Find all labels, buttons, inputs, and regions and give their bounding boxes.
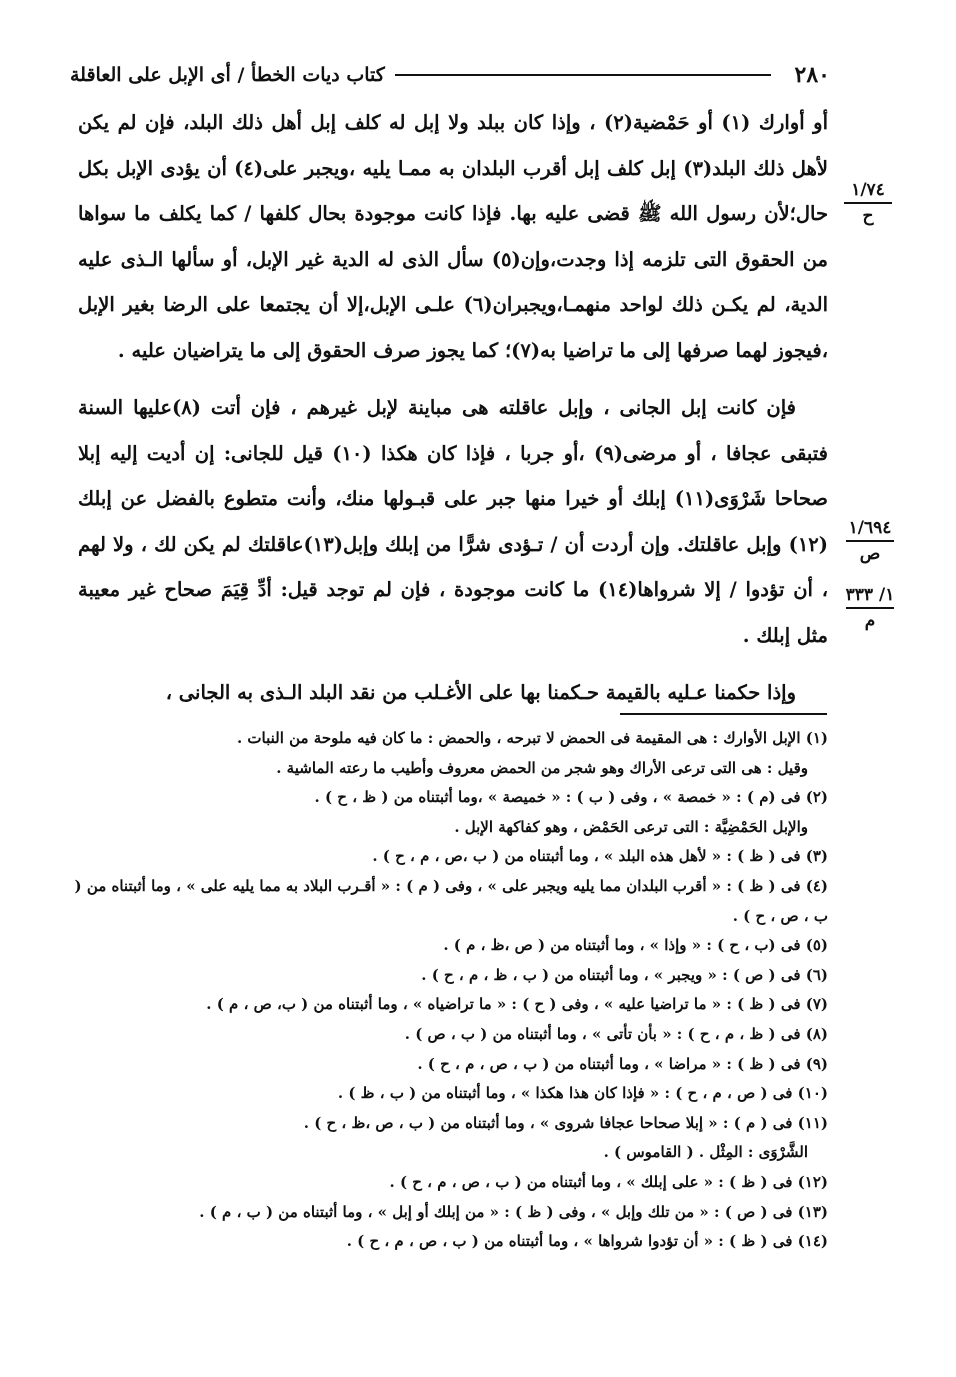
page-number: ٢٨٠	[794, 62, 830, 88]
footnote: (٤) فى ( ظ ) : « أقرب البلدان مما يليه ويجبر على » ، وفى ( م ) : « أقـرب البلاد به مما يليه على » ، وما أثبتناه من ( ب ، ص ، ح ) .	[74, 876, 828, 925]
footnote: (٣) فى ( ظ ) : « لأهل هذه البلد » ، وما أثبتناه من ( ب ،ص ، م ، ح ) .	[372, 847, 828, 866]
margin-note-sad	[840, 518, 900, 564]
footnote: (٧) فى ( ظ ) : « ما تراضيا عليه » ، وفى ( ح ) : « ما تراضياه » ، وما أثبتناه من ( ب، ص ، م ) .	[206, 995, 828, 1014]
footnote: (١٠) فى ( ص ، م ، ح ) : « فإذا كان هذا هكذا » ، وما أثبتناه من ( ب ، ظ ) .	[337, 1084, 828, 1103]
footnote-separator	[620, 713, 827, 715]
header-rule	[395, 74, 771, 76]
footnote: (١٢) فى ( ظ ) : « على إبلك » ، وما أثبتناه من ( ب ، ص ، م ، ح ) .	[389, 1172, 828, 1191]
footnote: (٦) فى ( ص ) : « ويجبر » ، وما أثبتناه من ( ب ، ظ ، م ، ح ) .	[421, 965, 828, 984]
footnote: وقيل : هى التى ترعى الأراك وهو شجر من الحمض معروف وأطيب ما رعته الماشية .	[276, 758, 808, 777]
footnote: الشَّرْوَى : المِثْل . ( القاموس ) .	[603, 1143, 808, 1162]
page-header	[70, 58, 830, 92]
footnotes	[70, 724, 828, 1257]
footnote: (٨) فى ( ظ ، م ، ح ) : « بأن تأتى » ، وما أثبتناه من ( ب ، ص ) .	[404, 1024, 828, 1043]
footnote: (١٣) فى ( ص ) : « من تلك وإبل » ، وفى ( ظ ) : « من إبلك أو إبل » ، وما أثبتناه من ( ب ، م ) .	[199, 1202, 828, 1221]
footnote: (١) الإبل الأوارك : هى المقيمة فى الحمض لا تبرحه ، والحمض : ما كان فيه ملوحة من النبات .	[236, 729, 828, 747]
footnote: (٩) فى ( ظ ) : « مراضا » ، وما أثبتناه من ( ب ، ص ، م ، ح ) .	[417, 1054, 828, 1073]
margin-note-number: ١/ ٣٣٣	[845, 585, 895, 605]
footnote: (٢) فى (م ) : « خمصة » ، وفى ( ب ) : « خميصة » ،وما أثبتناه من ( ظ ، ح ) .	[314, 788, 828, 807]
paragraph-2: فإن كانت إبل الجانى ، وإبل عاقلته هى مباينة لإبل غيرهم ، فإن أتت (٨)عليها السنة فتبقى عجافا ، أو مرضى(٩) ،أو جربا ، فإذا كان هكذا (١٠) قيل للجانى: إن أديت إليه إبلا صحاحا شَرْوَى(١١) إبلك أو خيرا منها جبر على قبـولها منك، وأنت متطوع بالفضل عن إبلك (١٢) وإبل عاقلتك. وإن أردت أن / تـؤدى شرًّا من إبلك وإبل(١٣)عاقلتك لم يكن لك ، ولا لهم ، أن تؤدوا / إلا شرواها(١٤) ما كانت موجودة ، فإن لم توجد قيل: أدِّ قِيَمَ صحاح غير معيبة مثل إبلك .	[78, 396, 828, 647]
margin-note-number: ١/٧٤	[851, 180, 885, 200]
footnote: (١٤) فى ( ظ ) : « أن تؤدوا شرواها » ، وما أثبتناه من ( ب ، ص ، م ، ح ) .	[346, 1232, 828, 1251]
footnote: والإبل الحَمْضِيَّة : التى ترعى الحَمْض ، وهو كفاكهة الإبل .	[454, 817, 808, 836]
margin-note-letter: ح	[862, 206, 874, 226]
margin-note-mim	[840, 585, 900, 631]
paragraph-1: أو أوارك (١) أو حَمْضية(٢) ، وإذا كان ببلد ولا إبل له كلف إبل أهل ذلك البلد، فإن لم يكن لأهل ذلك البلد(٣) إبل كلف إبل أقرب البلدان به ممـا يليه ،ويجبر على(٤) أن يؤدى الإبل بكل حال؛لأن رسول الله ﷺ قضى عليه بها. فإذا كانت موجودة بحال كلفها / كما يكلف ما سواها من الحقوق التى تلزمه إذا وجدت،وإن(٥) سأل الذى له الدية غير الإبل، أو سألها الـذى عليه الدية، لم يكـن ذلك لواحد منهمـا،ويجبران(٦) علـى الإبل،إلا أن يجتمعا على الرضا بغير الإبل ،فيجوز لهما صرفها إلى ما تراضيا به(٧)؛ كما يجوز صرف الحقوق إلى ما يتراضيان عليه .	[78, 111, 829, 362]
margin-note-number: ١/٦٩٤	[848, 518, 892, 538]
paragraph-3: وإذا حكمنا عـليه بالقيمة حـكمنا بها على الأغـلب من نقد البلد الـذى به الجانى ،	[165, 681, 796, 704]
margin-note-letter: ص	[859, 544, 881, 564]
main-text	[78, 100, 828, 716]
footnote: (١١) فى ( م ) : « إبلا صحاحا عجافا شروى » ، وما أثبتناه من ( ب ، ص ،ظ ، ح ) .	[303, 1113, 828, 1132]
margin-note-letter: م	[864, 611, 876, 631]
running-title: كتاب ديات الخطأ / أى الإبل على العاقلة	[70, 64, 385, 86]
footnote: (٥) فى (ب ، ح ) : « وإذا » ، وما أثبتناه من ( ص ،ظ ، م ) .	[443, 936, 828, 955]
margin-note-ha	[838, 180, 898, 226]
